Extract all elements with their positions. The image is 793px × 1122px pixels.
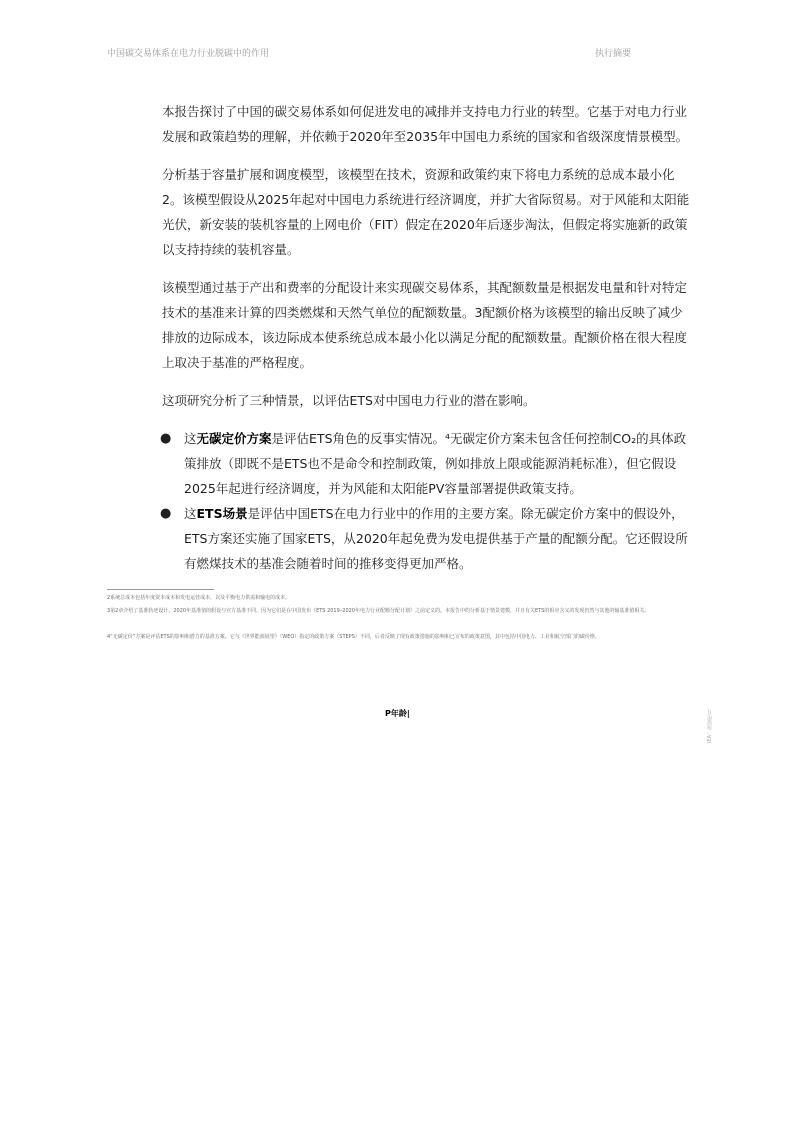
footnote-4: 4“无碳定价”方案是评估ETS的影响和潜力的基准方案。它与《世界能源展望》（WEO）指定的政策方案（STEPS）不同，后者反映了现有政策措施的影响和已宣布的政策意图，其中包括中国电力、工业和航空部门的碳价格。 bbox=[107, 634, 600, 640]
list-item bbox=[162, 426, 690, 501]
paragraph-3: 该模型通过基于产出和费率的分配设计来实现碳交易体系，其配额数量是根据发电量和针对特定技术的基准来计算的四类燃煤和天然气单位的配额数量。3配额价格为该模型的输出反映了减少排放的边际成本，该边际成本使系统总成本最小化以满足分配的配额数量。配额价格在很大程度上取决于基准的严格程度。 bbox=[162, 280, 688, 370]
bullet-prefix: 这 bbox=[184, 506, 197, 521]
bullet-icon: ● bbox=[160, 431, 172, 446]
bullet-text: 是评估中国ETS在电力行业中的作用的主要方案。除无碳定价方案中的假设外，ETS方案还实施了国家ETS，从2020年起免费为发电提供基于产量的配额分配。它还假设所有燃煤技术的基准会随着时间的推移变得更加严格。 bbox=[184, 506, 688, 571]
list-item bbox=[162, 501, 690, 576]
footnote-2: 2系统总成本包括年度资本成本和发电运营成本，以及平衡电力供需和输电的成本。 bbox=[107, 595, 291, 601]
bullet-prefix: 这 bbox=[184, 431, 197, 446]
paragraph-1: 本报告探讨了中国的碳交易体系如何促进发电的减排并支持电力行业的转型。它基于对电力行业发展和政策趋势的理解，并依赖于2020年至2035年中国电力系统的国家和省级深度情景模型。 bbox=[162, 104, 689, 144]
copyright-side-note: IEA。保留所有。 bbox=[707, 705, 713, 744]
bullet-text: 是评估ETS角色的反事实情况。⁴无碳定价方案未包含任何控制CO₂的具体政策排放（即既不是ETS也不是命令和控制政策，例如排放上限或能源消耗标准），但它假设2025年起进行经济调度，并为风能和太阳能PV容量部署提供政策支持。 bbox=[184, 431, 687, 496]
bullet-bold-term: ETS场景 bbox=[196, 506, 248, 521]
footnote-divider bbox=[107, 589, 214, 590]
footnote-3: 3第2章介绍了基准轨迹设计。2020年基准值的假设与官方基准不同，因为它们是在中国发布《ETS 2019–2020年电力行业配额分配计划》之前定义的。本报告中的分析基于情景建模，并且有关ETS的相应含义的发现仍然与其他的输基准值相关。 bbox=[107, 608, 650, 614]
running-header-title: 中国碳交易体系在电力行业脱碳中的作用 bbox=[107, 49, 270, 59]
paragraph-2: 分析基于容量扩展和调度模型，该模型在技术，资源和政策约束下将电力系统的总成本最小化2。该模型假设从2025年起对中国电力系统进行经济调度，并扩大省际贸易。对于风能和太阳能光伏，新安装的装机容量的上网电价（FIT）假定在2020年后逐步淘汰，但假定将实施新的政策以支持持续的装机容量。 bbox=[162, 167, 690, 257]
bullet-icon: ● bbox=[160, 506, 172, 521]
running-header-section: 执行摘要 bbox=[595, 49, 632, 59]
main-body bbox=[162, 99, 690, 576]
page-number: P年龄| bbox=[385, 709, 410, 718]
scenario-list bbox=[162, 426, 690, 576]
paragraph-4: 这项研究分析了三种情景，以评估ETS对中国电力行业的潜在影响。 bbox=[162, 393, 536, 408]
bullet-bold-term: 无碳定价方案 bbox=[196, 431, 272, 446]
